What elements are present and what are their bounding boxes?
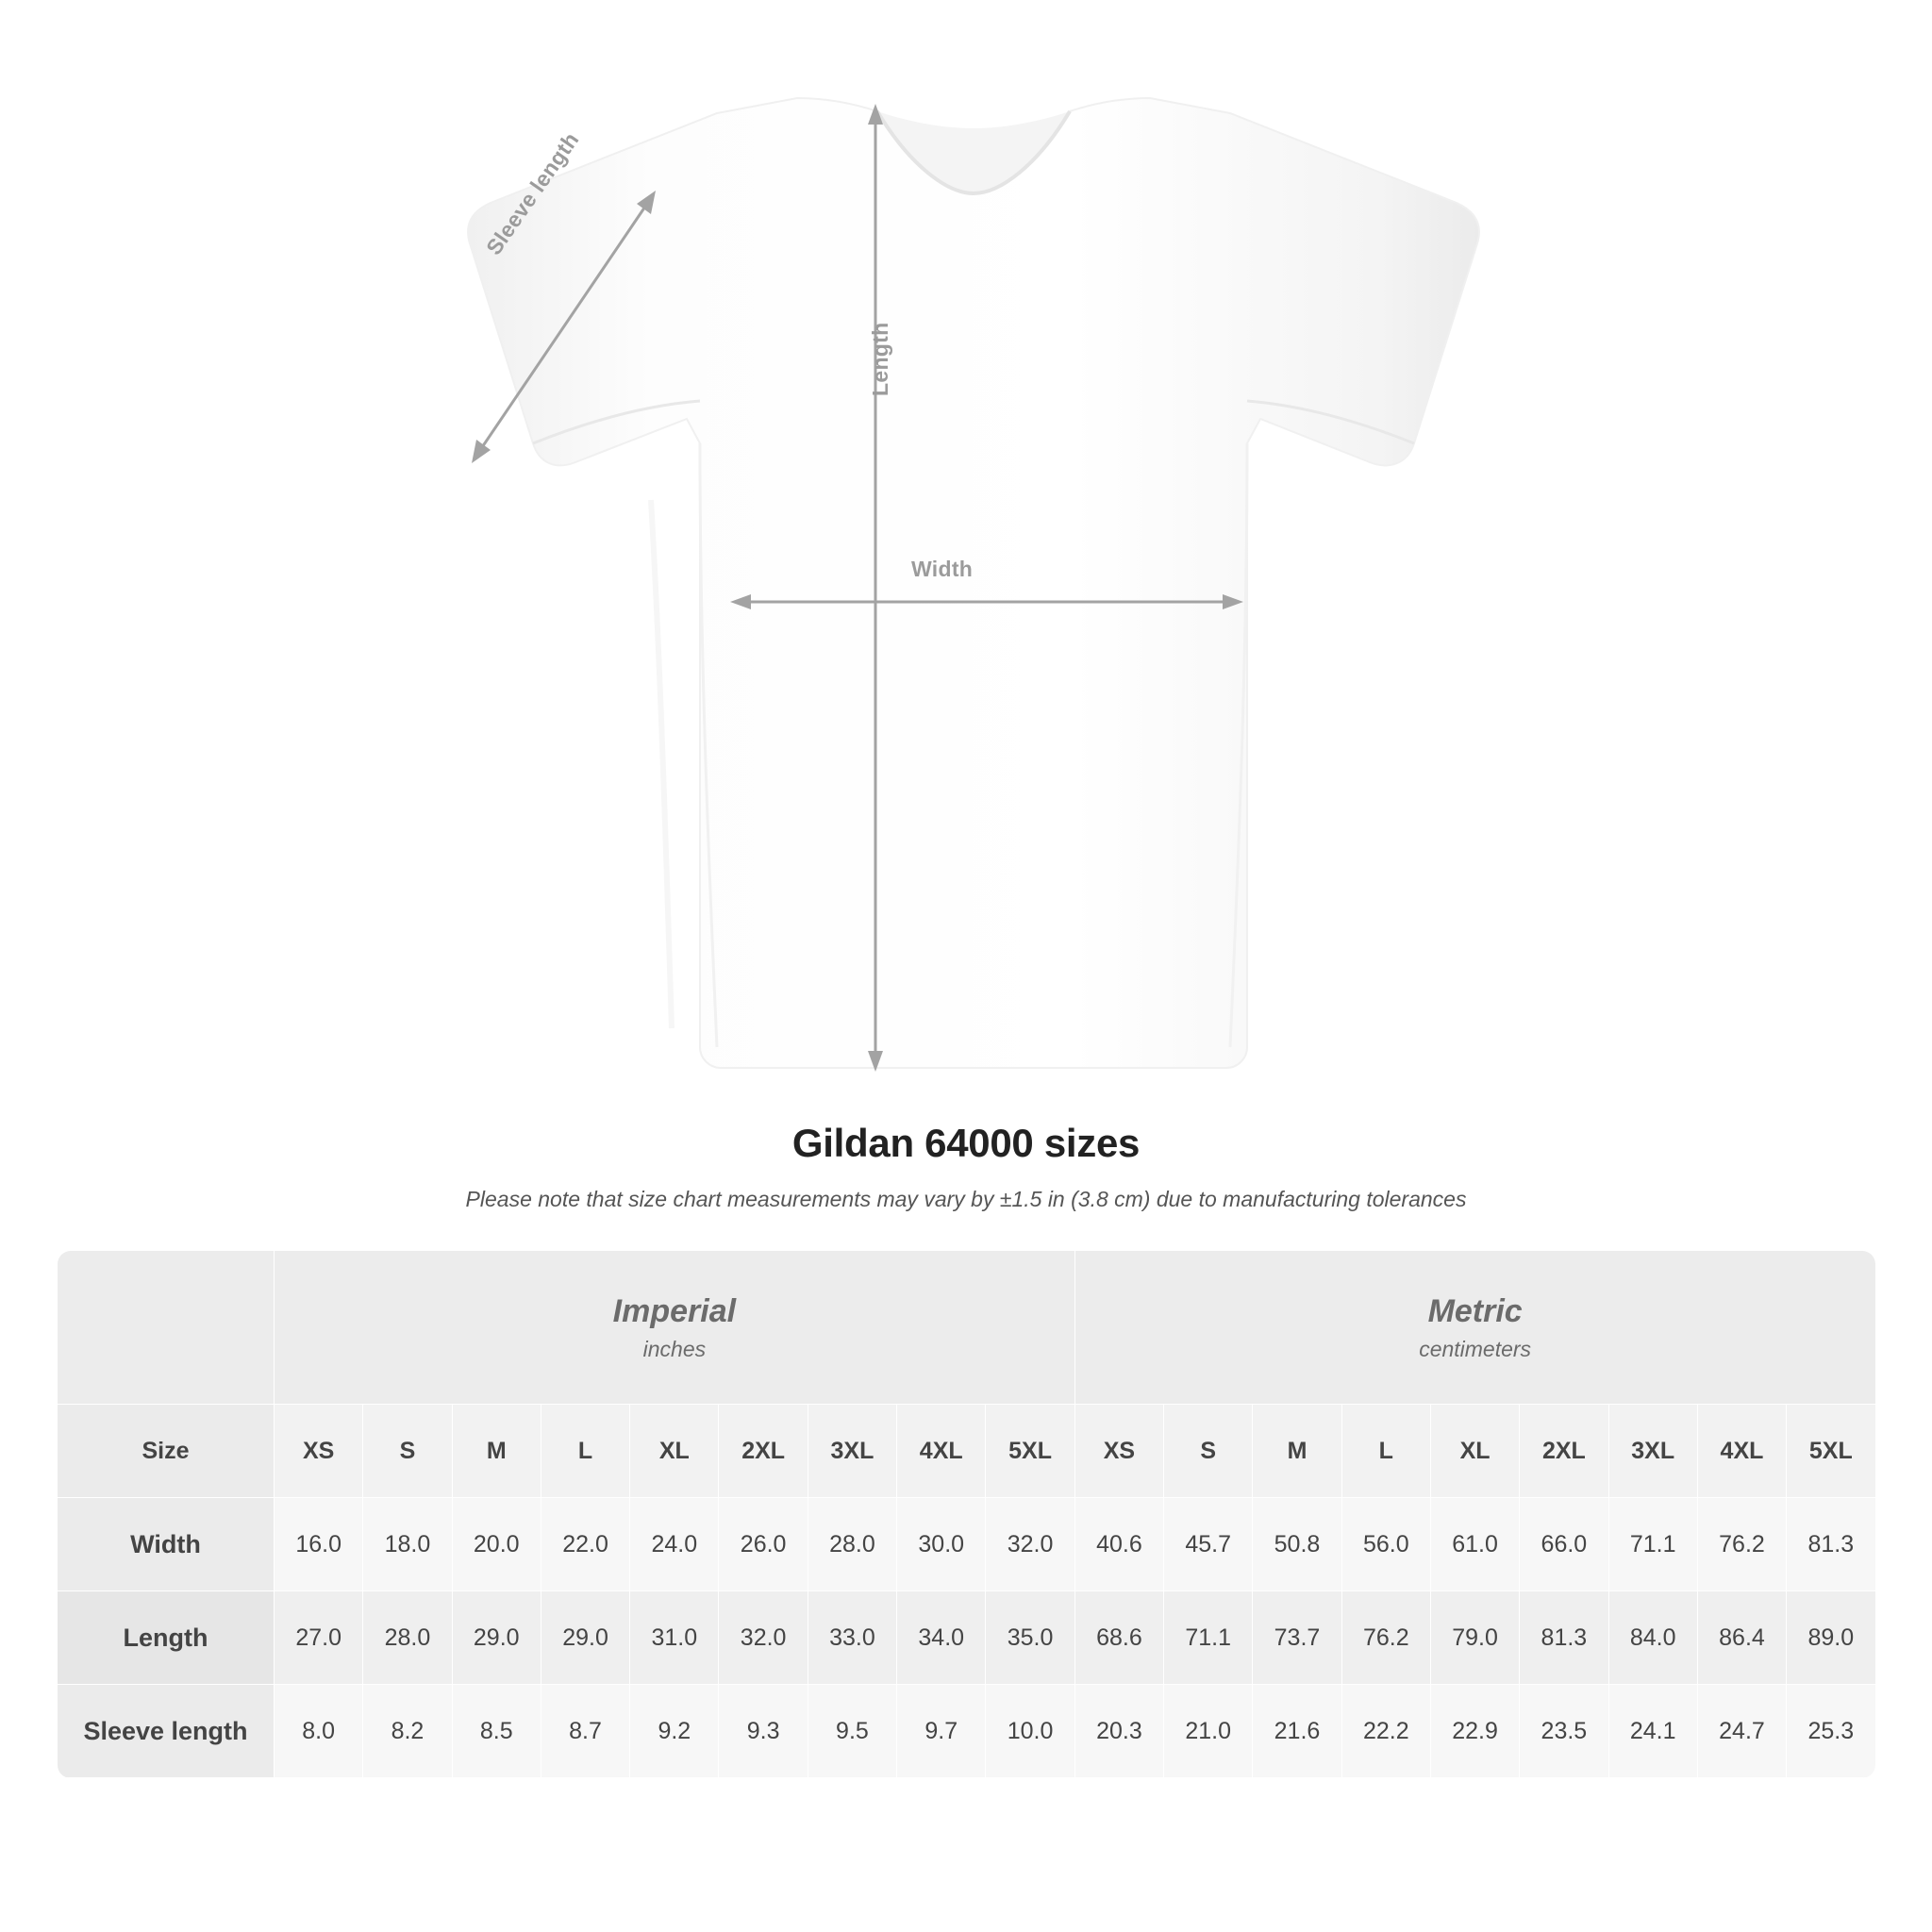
value-cell: 73.7 xyxy=(1253,1591,1341,1685)
value-cell: 89.0 xyxy=(1787,1591,1875,1685)
size-row-header: Size xyxy=(58,1405,275,1498)
value-cell: 34.0 xyxy=(897,1591,986,1685)
table-row-width xyxy=(58,1498,1876,1591)
value-cell: 9.3 xyxy=(719,1685,808,1778)
table-row-sleeve-length xyxy=(58,1685,1876,1778)
value-cell: 21.6 xyxy=(1253,1685,1341,1778)
value-cell: 81.3 xyxy=(1520,1591,1608,1685)
table-system-header-row xyxy=(58,1251,1876,1405)
value-cell: 29.0 xyxy=(541,1591,629,1685)
value-cell: 28.0 xyxy=(363,1591,452,1685)
value-cell: 84.0 xyxy=(1608,1591,1697,1685)
size-cell: L xyxy=(541,1405,629,1498)
value-cell: 25.3 xyxy=(1787,1685,1875,1778)
size-cell: S xyxy=(1164,1405,1253,1498)
value-cell: 20.3 xyxy=(1074,1685,1163,1778)
value-cell: 18.0 xyxy=(363,1498,452,1591)
value-cell: 9.2 xyxy=(630,1685,719,1778)
title-block xyxy=(0,1121,1932,1212)
value-cell: 32.0 xyxy=(986,1498,1074,1591)
size-cell: 3XL xyxy=(1608,1405,1697,1498)
size-table-wrapper xyxy=(57,1250,1875,1778)
sleeve-length-label: Sleeve length xyxy=(481,127,584,259)
system-header-imperial xyxy=(275,1251,1075,1405)
size-cell: 4XL xyxy=(1697,1405,1786,1498)
value-cell: 24.1 xyxy=(1608,1685,1697,1778)
value-cell: 20.0 xyxy=(452,1498,541,1591)
size-cell: 4XL xyxy=(897,1405,986,1498)
value-cell: 22.9 xyxy=(1430,1685,1519,1778)
value-cell: 29.0 xyxy=(452,1591,541,1685)
size-cell: 5XL xyxy=(1787,1405,1875,1498)
size-cell: XS xyxy=(275,1405,363,1498)
value-cell: 24.0 xyxy=(630,1498,719,1591)
value-cell: 40.6 xyxy=(1074,1498,1163,1591)
value-cell: 71.1 xyxy=(1608,1498,1697,1591)
value-cell: 68.6 xyxy=(1074,1591,1163,1685)
value-cell: 22.0 xyxy=(541,1498,629,1591)
value-cell: 24.7 xyxy=(1697,1685,1786,1778)
value-cell: 61.0 xyxy=(1430,1498,1519,1591)
size-table xyxy=(57,1250,1875,1778)
value-cell: 26.0 xyxy=(719,1498,808,1591)
value-cell: 23.5 xyxy=(1520,1685,1608,1778)
size-cell: M xyxy=(452,1405,541,1498)
value-cell: 8.0 xyxy=(275,1685,363,1778)
size-cell: 5XL xyxy=(986,1405,1074,1498)
measurement-tolerance-note: Please note that size chart measurements may vary by ±1.5 in (3.8 cm) due to manufacturing tolerances xyxy=(465,1187,1467,1211)
table-row-length xyxy=(58,1591,1876,1685)
value-cell: 79.0 xyxy=(1430,1591,1519,1685)
size-cell: XS xyxy=(1074,1405,1163,1498)
size-cell: 3XL xyxy=(808,1405,896,1498)
system-name-imperial: Imperial xyxy=(612,1293,737,1330)
value-cell: 8.2 xyxy=(363,1685,452,1778)
value-cell: 30.0 xyxy=(897,1498,986,1591)
size-cell: 2XL xyxy=(719,1405,808,1498)
size-cell: 2XL xyxy=(1520,1405,1608,1498)
size-cell: XL xyxy=(1430,1405,1519,1498)
value-cell: 76.2 xyxy=(1697,1498,1786,1591)
value-cell: 22.2 xyxy=(1341,1685,1430,1778)
width-label: Width xyxy=(911,557,974,581)
row-header-width: Width xyxy=(58,1498,275,1591)
row-header-sleeve-length: Sleeve length xyxy=(58,1685,275,1778)
value-cell: 81.3 xyxy=(1787,1498,1875,1591)
system-unit-metric: centimeters xyxy=(1419,1336,1532,1361)
value-cell: 35.0 xyxy=(986,1591,1074,1685)
page-title: Gildan 64000 sizes xyxy=(791,1121,1141,1165)
value-cell: 33.0 xyxy=(808,1591,896,1685)
value-cell: 9.7 xyxy=(897,1685,986,1778)
value-cell: 66.0 xyxy=(1520,1498,1608,1591)
length-label: Length xyxy=(868,322,892,396)
value-cell: 32.0 xyxy=(719,1591,808,1685)
value-cell: 28.0 xyxy=(808,1498,896,1591)
value-cell: 45.7 xyxy=(1164,1498,1253,1591)
size-cell: L xyxy=(1341,1405,1430,1498)
value-cell: 56.0 xyxy=(1341,1498,1430,1591)
value-cell: 8.7 xyxy=(541,1685,629,1778)
value-cell: 16.0 xyxy=(275,1498,363,1591)
value-cell: 31.0 xyxy=(630,1591,719,1685)
value-cell: 86.4 xyxy=(1697,1591,1786,1685)
size-cell: S xyxy=(363,1405,452,1498)
system-header-metric xyxy=(1074,1251,1875,1405)
value-cell: 10.0 xyxy=(986,1685,1074,1778)
table-size-row xyxy=(58,1405,1876,1498)
value-cell: 71.1 xyxy=(1164,1591,1253,1685)
system-header-spacer xyxy=(58,1251,275,1405)
value-cell: 76.2 xyxy=(1341,1591,1430,1685)
size-cell: XL xyxy=(630,1405,719,1498)
system-name-metric: Metric xyxy=(1427,1293,1523,1330)
value-cell: 50.8 xyxy=(1253,1498,1341,1591)
value-cell: 27.0 xyxy=(275,1591,363,1685)
value-cell: 9.5 xyxy=(808,1685,896,1778)
value-cell: 21.0 xyxy=(1164,1685,1253,1778)
row-header-length: Length xyxy=(58,1591,275,1685)
system-unit-imperial: inches xyxy=(642,1336,707,1361)
size-cell: M xyxy=(1253,1405,1341,1498)
value-cell: 8.5 xyxy=(452,1685,541,1778)
